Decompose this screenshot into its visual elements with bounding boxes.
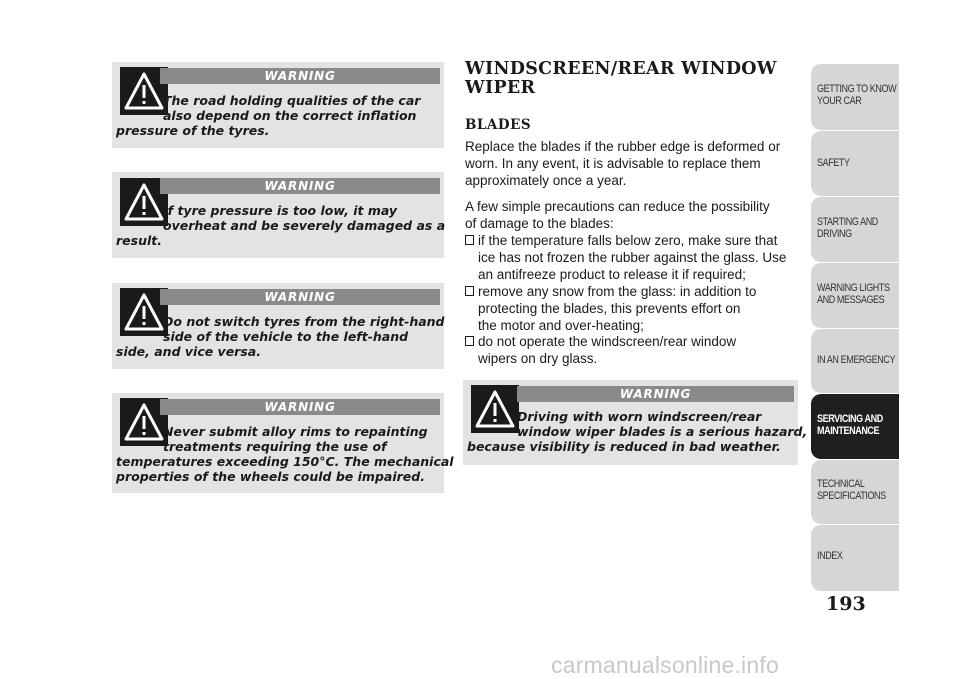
paragraph-line: worn. In any event, it is advisable to replace them <box>465 156 761 171</box>
nav-tab-servicing-maintenance[interactable] <box>811 394 899 459</box>
bullet-line: remove any snow from the glass: in addition to <box>478 284 757 299</box>
bullet-line: the motor and over-heating; <box>478 318 644 333</box>
nav-tab-label: IN AN EMERGENCY <box>817 354 896 366</box>
warning-line: Driving with worn windscreen/rear <box>517 409 762 424</box>
page-number: 193 <box>826 593 866 615</box>
bullet-item <box>465 232 786 283</box>
warning-line: The road holding qualities of the car <box>163 93 421 108</box>
bullet-line: if the temperature falls below zero, make sure that <box>478 233 778 248</box>
bullet-item <box>465 283 756 334</box>
nav-tab-warning-lights[interactable] <box>811 263 899 328</box>
bullet-line: wipers on dry glass. <box>478 351 598 366</box>
warning-line: If tyre pressure is too low, it may <box>163 203 398 218</box>
warning-line: also depend on the correct inflation <box>163 108 417 123</box>
section-heading <box>465 60 777 98</box>
checkbox-bullet-icon <box>465 336 474 346</box>
bullet-line: ice has not frozen the rubber against the glass. Use <box>478 250 787 265</box>
warning-box-2 <box>112 172 444 258</box>
warning-line: pressure of the tyres. <box>116 123 270 138</box>
warning-line: window wiper blades is a serious hazard, <box>517 424 808 439</box>
nav-tab-emergency[interactable] <box>811 329 899 393</box>
bullet-line: do not operate the windscreen/rear window <box>478 334 737 349</box>
bullet-line: protecting the blades, this prevents effort on <box>478 301 741 316</box>
paragraph-line: approximately once a year. <box>465 173 627 188</box>
warning-line: temperatures exceeding 150°C. The mechanical <box>116 454 454 469</box>
warning-title-bar: WARNING <box>517 386 794 402</box>
warning-line: Never submit alloy rims to repainting <box>163 424 428 439</box>
warning-text <box>116 314 445 359</box>
warning-text <box>116 203 446 248</box>
section-subheading: BLADES <box>465 117 532 133</box>
warning-title-bar: WARNING <box>160 68 440 84</box>
warning-box-3 <box>112 283 444 369</box>
warning-line: result. <box>116 233 162 248</box>
nav-tab-technical-specs[interactable] <box>811 460 899 524</box>
nav-tab-label: YOUR CAR <box>817 95 862 107</box>
paragraph-line: of damage to the blades: <box>465 216 614 231</box>
nav-tab-label: INDEX <box>817 550 843 562</box>
warning-line: treatments requiring the use of <box>163 439 387 454</box>
bullet-line: an antifreeze product to release it if required; <box>478 267 746 282</box>
paragraph-line: Replace the blades if the rubber edge is deformed or <box>465 139 781 154</box>
nav-tab-label: SPECIFICATIONS <box>817 490 886 502</box>
paragraph-replace-blades <box>465 138 780 189</box>
nav-tab-label: SAFETY <box>817 157 850 169</box>
warning-title-bar: WARNING <box>160 178 440 194</box>
nav-tab-label: SERVICING AND <box>817 413 883 425</box>
checkbox-bullet-icon <box>465 235 474 245</box>
nav-tab-label: STARTING AND <box>817 216 878 228</box>
nav-tab-label: AND MESSAGES <box>817 294 885 306</box>
nav-tab-label: GETTING TO KNOW <box>817 83 897 95</box>
nav-tab-index[interactable] <box>811 525 899 591</box>
nav-tab-starting-driving[interactable] <box>811 197 899 262</box>
warning-line: side of the vehicle to the left-hand <box>163 329 409 344</box>
paragraph-precautions <box>465 198 770 232</box>
warning-line: side, and vice versa. <box>116 344 261 359</box>
warning-line: properties of the wheels could be impaired. <box>116 469 425 484</box>
nav-tab-label: DRIVING <box>817 228 852 240</box>
watermark: carmanualsonline.info <box>551 652 779 678</box>
warning-box-1 <box>112 62 444 148</box>
warning-line: Do not switch tyres from the right-hand <box>163 314 445 329</box>
nav-tab-getting-to-know[interactable] <box>811 64 899 130</box>
nav-tab-label: MAINTENANCE <box>817 425 880 437</box>
warning-box-4 <box>112 393 454 493</box>
bullet-item <box>465 333 736 367</box>
nav-tab-label: TECHNICAL <box>817 478 865 490</box>
warning-line: overheat and be severely damaged as a <box>163 218 446 233</box>
nav-tab-label: WARNING LIGHTS <box>817 282 890 294</box>
nav-tab-safety[interactable] <box>811 131 899 196</box>
warning-line: because visibility is reduced in bad weather. <box>467 439 781 454</box>
warning-title-bar: WARNING <box>160 289 440 305</box>
warning-box-wiper <box>463 380 808 465</box>
warning-text <box>116 93 440 138</box>
warning-text <box>467 409 808 454</box>
paragraph-line: A few simple precautions can reduce the possibility <box>465 199 770 214</box>
heading-line: WIPER <box>465 78 536 98</box>
checkbox-bullet-icon <box>465 286 474 296</box>
warning-text <box>116 424 454 484</box>
warning-title-bar: WARNING <box>160 399 440 415</box>
heading-line: WINDSCREEN/REAR WINDOW <box>465 59 777 79</box>
